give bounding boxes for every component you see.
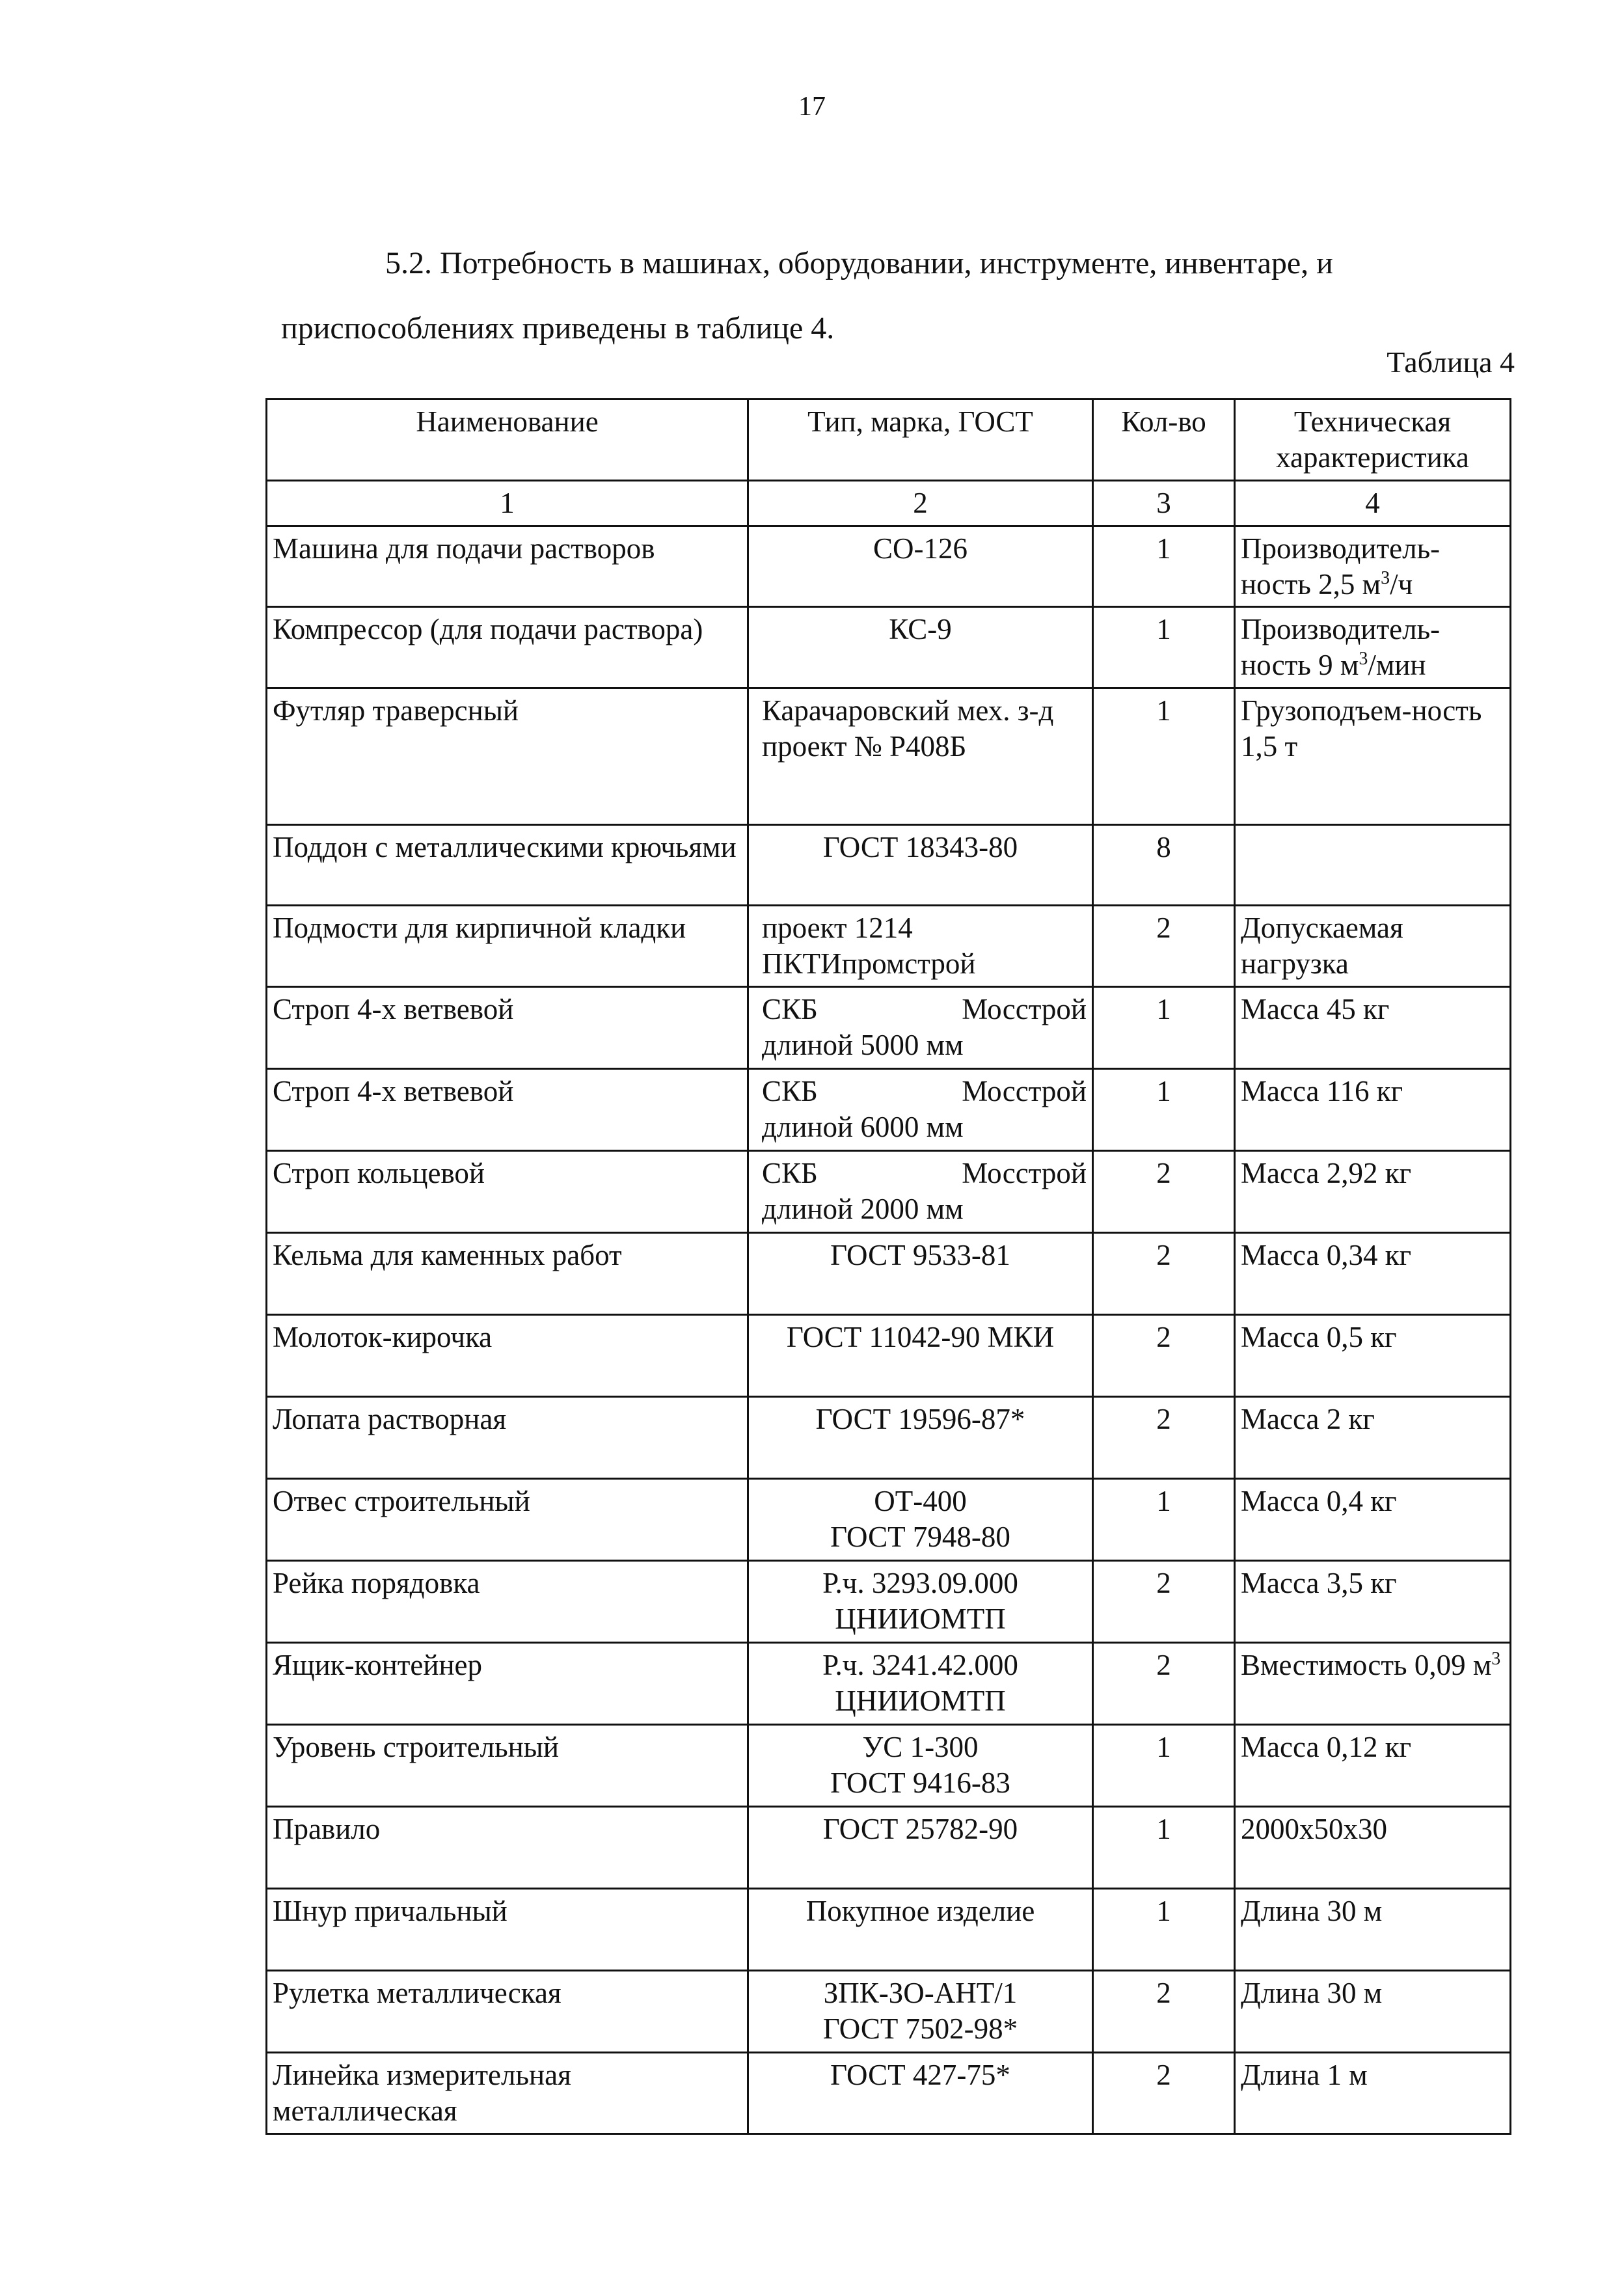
cell-name: Поддон с металлическими крючьями — [267, 825, 748, 906]
cell-spec-text: Масса 0,4 кг — [1241, 1485, 1397, 1518]
cell-spec — [1235, 987, 1511, 1069]
cell-type — [748, 1971, 1093, 2053]
cell-type-line: ОТ-400 — [874, 1485, 967, 1518]
table-row — [267, 1151, 1511, 1233]
header-name: Наименование — [267, 400, 748, 481]
cell-name: Строп кольцевой — [267, 1151, 748, 1233]
cell-qty: 2 — [1093, 1397, 1235, 1479]
cell-name: Линейка измерительная металлическая — [267, 2053, 748, 2134]
cell-name: Строп 4-х ветвевой — [267, 1069, 748, 1151]
cell-type-line: Р.ч. 3241.42.000 — [822, 1649, 1018, 1682]
cell-qty: 1 — [1093, 1807, 1235, 1889]
table-row — [267, 1397, 1511, 1479]
cell-spec-text: Вместимость 0,09 м — [1241, 1649, 1492, 1682]
table-body — [267, 526, 1511, 2133]
cell-spec-superscript: 3 — [1491, 1649, 1501, 1670]
table-row — [267, 1069, 1511, 1151]
cell-type-line: ЗПК-ЗО-АНТ/1 — [823, 1977, 1018, 2010]
column-number: 1 — [267, 480, 748, 526]
cell-type — [748, 1561, 1093, 1643]
cell-type-line: Покупное изделие — [805, 1895, 1035, 1928]
cell-type-line: СКБ Мосстрой — [762, 1075, 1087, 1108]
cell-qty: 1 — [1093, 1069, 1235, 1151]
cell-type-line: ГОСТ 427-75* — [830, 2059, 1010, 2092]
cell-name: Правило — [267, 1807, 748, 1889]
cell-spec-text: Грузоподъем-ность 1,5 т — [1241, 694, 1482, 763]
cell-type-line: проект 1214 — [762, 912, 913, 945]
cell-name: Подмости для кирпичной кладки — [267, 906, 748, 987]
column-number: 3 — [1093, 480, 1235, 526]
table-row — [267, 1971, 1511, 2053]
cell-type-line: ГОСТ 11042-90 МКИ — [786, 1321, 1055, 1354]
cell-spec-text: Производитель-ность 9 м — [1241, 613, 1441, 682]
table-row — [267, 2053, 1511, 2134]
cell-spec — [1235, 1725, 1511, 1807]
table-row — [267, 1233, 1511, 1315]
cell-spec-text: Масса 2,92 кг — [1241, 1157, 1412, 1190]
cell-qty: 2 — [1093, 1971, 1235, 2053]
table-row — [267, 987, 1511, 1069]
cell-spec — [1235, 526, 1511, 607]
cell-spec — [1235, 1807, 1511, 1889]
cell-name: Молоток-кирочка — [267, 1315, 748, 1397]
cell-type-line: ГОСТ 7502-98* — [822, 2012, 1018, 2045]
table-caption: Таблица 4 — [1387, 345, 1515, 379]
cell-type-line: длиной 5000 мм — [762, 1028, 964, 1061]
cell-type — [748, 1069, 1093, 1151]
cell-name: Футляр траверсный — [267, 688, 748, 825]
cell-spec-text: Производитель-ность 2,5 м — [1241, 532, 1441, 601]
cell-type-line: ПКТИпромстрой — [762, 947, 976, 981]
table-header-row — [267, 400, 1511, 481]
cell-qty: 1 — [1093, 607, 1235, 688]
cell-spec-text: 2000х50х30 — [1241, 1813, 1387, 1846]
table-row — [267, 1725, 1511, 1807]
cell-spec-text: Длина 30 м — [1241, 1895, 1383, 1928]
cell-spec-unit: /ч — [1390, 567, 1413, 601]
cell-qty: 1 — [1093, 688, 1235, 825]
cell-spec-text: Масса 116 кг — [1241, 1075, 1403, 1108]
cell-spec — [1235, 1397, 1511, 1479]
cell-spec — [1235, 1643, 1511, 1725]
table-row — [267, 1643, 1511, 1725]
header-type: Тип, марка, ГОСТ — [748, 400, 1093, 481]
cell-type — [748, 688, 1093, 825]
cell-type-line: проект № Р408Б — [762, 730, 967, 763]
cell-type-line: ГОСТ 9533-81 — [830, 1239, 1010, 1272]
cell-qty: 1 — [1093, 526, 1235, 607]
cell-spec — [1235, 1561, 1511, 1643]
cell-spec — [1235, 1151, 1511, 1233]
cell-type-line: СКБ Мосстрой — [762, 1157, 1087, 1190]
cell-qty: 1 — [1093, 987, 1235, 1069]
cell-qty: 2 — [1093, 1315, 1235, 1397]
cell-type — [748, 526, 1093, 607]
cell-spec-text: Масса 0,5 кг — [1241, 1321, 1397, 1354]
table-row — [267, 1315, 1511, 1397]
table-row — [267, 526, 1511, 607]
cell-type-line: Р.ч. 3293.09.000 — [822, 1567, 1018, 1600]
cell-spec — [1235, 2053, 1511, 2134]
cell-spec-text: Допускаемая нагрузка — [1241, 912, 1403, 981]
table-row — [267, 1889, 1511, 1971]
cell-type — [748, 607, 1093, 688]
cell-type-line: ГОСТ 7948-80 — [830, 1520, 1010, 1553]
cell-spec-text: Масса 2 кг — [1241, 1403, 1375, 1436]
cell-type-line: СКБ Мосстрой — [762, 993, 1087, 1026]
table-row — [267, 607, 1511, 688]
cell-spec-text: Масса 45 кг — [1241, 993, 1390, 1026]
cell-type-line: ГОСТ 18343-80 — [822, 831, 1018, 864]
cell-qty: 2 — [1093, 2053, 1235, 2134]
cell-spec — [1235, 607, 1511, 688]
cell-name: Ящик-контейнер — [267, 1643, 748, 1725]
cell-qty: 2 — [1093, 1561, 1235, 1643]
cell-name: Компрессор (для подачи раствора) — [267, 607, 748, 688]
cell-type-line: ГОСТ 19596-87* — [815, 1403, 1025, 1436]
column-number: 2 — [748, 480, 1093, 526]
cell-type — [748, 1315, 1093, 1397]
cell-spec-text: Длина 1 м — [1241, 2059, 1368, 2092]
cell-type-line: КС-9 — [889, 613, 952, 646]
cell-spec-text: Масса 0,12 кг — [1241, 1731, 1412, 1764]
cell-type-line: длиной 6000 мм — [762, 1110, 964, 1143]
cell-spec-text: Масса 3,5 кг — [1241, 1567, 1397, 1600]
cell-spec — [1235, 1889, 1511, 1971]
cell-type — [748, 1479, 1093, 1561]
cell-qty: 1 — [1093, 1479, 1235, 1561]
cell-qty: 1 — [1093, 1725, 1235, 1807]
cell-type-line: УС 1-300 — [862, 1731, 979, 1764]
cell-name: Кельма для каменных работ — [267, 1233, 748, 1315]
table-row — [267, 1561, 1511, 1643]
cell-type — [748, 1725, 1093, 1807]
header-spec: Техническая характеристика — [1235, 400, 1511, 481]
intro-paragraph: 5.2. Потребность в машинах, оборудовании, инструменте, инвентаре, и приспособлениях приведены в таблице 4. — [281, 246, 1333, 345]
equipment-table — [265, 398, 1511, 2135]
cell-spec — [1235, 1315, 1511, 1397]
table-row — [267, 825, 1511, 906]
cell-spec — [1235, 906, 1511, 987]
cell-name: Уровень строительный — [267, 1725, 748, 1807]
cell-type — [748, 1643, 1093, 1725]
cell-spec — [1235, 1479, 1511, 1561]
cell-type — [748, 987, 1093, 1069]
cell-qty: 8 — [1093, 825, 1235, 906]
cell-qty: 2 — [1093, 1643, 1235, 1725]
column-number-row — [267, 480, 1511, 526]
cell-spec — [1235, 825, 1511, 906]
cell-spec — [1235, 1233, 1511, 1315]
cell-spec — [1235, 688, 1511, 825]
cell-type-line: длиной 2000 мм — [762, 1192, 964, 1225]
cell-name: Машина для подачи растворов — [267, 526, 748, 607]
cell-spec-text: Масса 0,34 кг — [1241, 1239, 1412, 1272]
cell-type-line: СО-126 — [873, 532, 968, 565]
header-qty: Кол-во — [1093, 400, 1235, 481]
cell-type — [748, 1397, 1093, 1479]
table-row — [267, 906, 1511, 987]
cell-name: Рейка порядовка — [267, 1561, 748, 1643]
cell-type — [748, 906, 1093, 987]
cell-name: Шнур причальный — [267, 1889, 748, 1971]
cell-type — [748, 1889, 1093, 1971]
cell-type-line: ЦНИИОМТП — [835, 1602, 1006, 1635]
column-number: 4 — [1235, 480, 1511, 526]
table-row — [267, 1807, 1511, 1889]
table-row — [267, 1479, 1511, 1561]
cell-type-line: ГОСТ 9416-83 — [830, 1766, 1010, 1799]
page-number: 17 — [798, 92, 826, 122]
cell-spec — [1235, 1069, 1511, 1151]
cell-qty: 2 — [1093, 906, 1235, 987]
cell-type — [748, 1807, 1093, 1889]
cell-type — [748, 825, 1093, 906]
cell-spec — [1235, 1971, 1511, 2053]
cell-name: Рулетка металлическая — [267, 1971, 748, 2053]
cell-name: Отвес строительный — [267, 1479, 748, 1561]
cell-spec-text: Длина 30 м — [1241, 1977, 1383, 2010]
cell-type — [748, 1151, 1093, 1233]
cell-spec-unit: /мин — [1368, 649, 1426, 682]
table-row — [267, 688, 1511, 825]
cell-type-line: ГОСТ 25782-90 — [822, 1813, 1018, 1846]
cell-name: Лопата растворная — [267, 1397, 748, 1479]
cell-type — [748, 1233, 1093, 1315]
cell-qty: 1 — [1093, 1889, 1235, 1971]
cell-type-line: Карачаровский мех. з-д — [762, 694, 1054, 727]
cell-type-line: ЦНИИОМТП — [835, 1684, 1006, 1717]
cell-spec-superscript: 3 — [1381, 567, 1390, 588]
cell-name: Строп 4-х ветвевой — [267, 987, 748, 1069]
cell-qty: 2 — [1093, 1151, 1235, 1233]
cell-spec-superscript: 3 — [1359, 649, 1368, 670]
cell-type — [748, 2053, 1093, 2134]
cell-qty: 2 — [1093, 1233, 1235, 1315]
